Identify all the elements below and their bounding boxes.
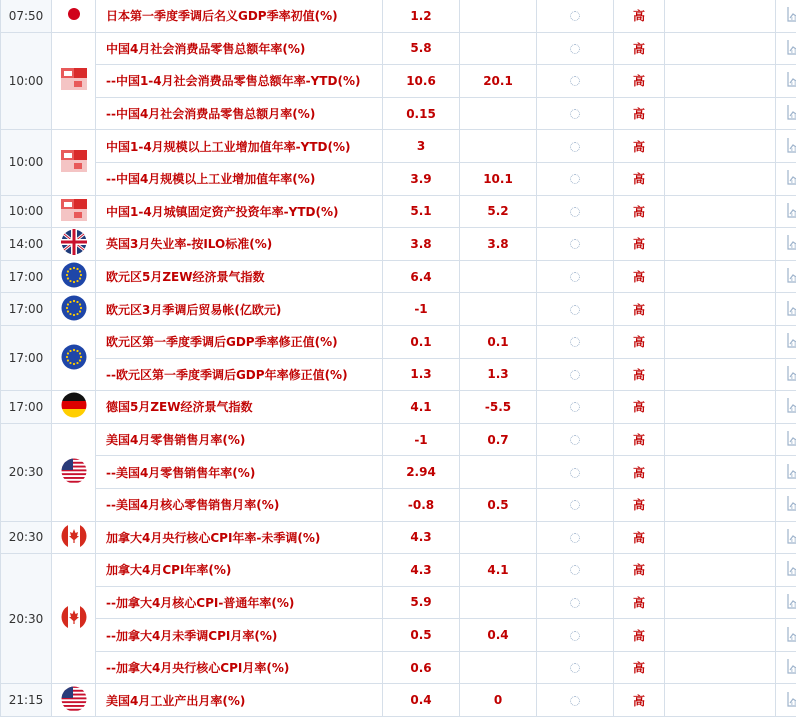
loading-icon	[570, 696, 580, 706]
chart-cell[interactable]	[776, 488, 796, 521]
chart-icon[interactable]	[787, 691, 796, 710]
importance-level: 高	[614, 65, 665, 98]
forecast-value	[460, 293, 537, 326]
empty-cell	[665, 554, 776, 587]
loading-icon	[570, 44, 580, 54]
importance-level: 高	[614, 162, 665, 195]
loading-icon	[570, 663, 580, 673]
indicator-name: 美国4月工业产出月率(%)	[96, 684, 383, 717]
importance-level: 高	[614, 456, 665, 489]
table-row	[1, 130, 796, 163]
chart-icon[interactable]	[787, 658, 796, 677]
importance-level: 高	[614, 32, 665, 65]
importance-level: 高	[614, 651, 665, 684]
empty-cell	[665, 684, 776, 717]
japan-flag-icon	[63, 6, 85, 25]
table-row	[1, 228, 796, 261]
china-flag-icon	[61, 199, 87, 224]
actual-value-cell	[537, 65, 614, 98]
actual-value-cell	[537, 0, 614, 32]
empty-cell	[665, 293, 776, 326]
actual-value-cell	[537, 521, 614, 554]
chart-icon[interactable]	[787, 137, 796, 156]
indicator-name: --加拿大4月核心CPI-普通年率(%)	[96, 586, 383, 619]
empty-cell	[665, 456, 776, 489]
chart-cell[interactable]	[776, 32, 796, 65]
canada-flag-icon	[61, 523, 87, 552]
indicator-name: 加拿大4月CPI年率(%)	[96, 554, 383, 587]
previous-value: 0.15	[383, 97, 460, 130]
forecast-value: 3.8	[460, 228, 537, 261]
loading-icon	[570, 142, 580, 152]
empty-cell	[665, 97, 776, 130]
previous-value: -0.8	[383, 488, 460, 521]
chart-icon[interactable]	[787, 169, 796, 188]
table-row	[1, 684, 796, 717]
importance-level: 高	[614, 260, 665, 293]
actual-value-cell	[537, 391, 614, 424]
table-row	[1, 65, 796, 98]
indicator-name: 德国5月ZEW经济景气指数	[96, 391, 383, 424]
importance-level: 高	[614, 325, 665, 358]
loading-icon	[570, 631, 580, 641]
table-row	[1, 358, 796, 391]
loading-icon	[570, 207, 580, 217]
indicator-name: 中国4月社会消费品零售总额年率(%)	[96, 32, 383, 65]
table-row	[1, 586, 796, 619]
empty-cell	[665, 325, 776, 358]
time-cell: 17:00	[1, 293, 52, 326]
loading-icon	[570, 533, 580, 543]
importance-level: 高	[614, 619, 665, 652]
previous-value: 0.5	[383, 619, 460, 652]
importance-level: 高	[614, 195, 665, 228]
indicator-name: 日本第一季度季调后名义GDP季率初值(%)	[96, 0, 383, 32]
loading-icon	[570, 435, 580, 445]
empty-cell	[665, 162, 776, 195]
indicator-name: 欧元区3月季调后贸易帐(亿欧元)	[96, 293, 383, 326]
country-flag-cell	[52, 293, 96, 326]
forecast-value: 5.2	[460, 195, 537, 228]
time-cell: 17:00	[1, 391, 52, 424]
indicator-name: 欧元区第一季度季调后GDP季率修正值(%)	[96, 325, 383, 358]
actual-value-cell	[537, 358, 614, 391]
forecast-value: 4.1	[460, 554, 537, 587]
forecast-value: 0	[460, 684, 537, 717]
chart-cell[interactable]	[776, 521, 796, 554]
importance-level: 高	[614, 391, 665, 424]
previous-value: 5.1	[383, 195, 460, 228]
indicator-name: --中国1-4月社会消费品零售总额年率-YTD(%)	[96, 65, 383, 98]
chart-icon[interactable]	[787, 234, 796, 253]
empty-cell	[665, 65, 776, 98]
table-row	[1, 293, 796, 326]
loading-icon	[570, 272, 580, 282]
canada-flag-icon	[61, 604, 87, 633]
loading-icon	[570, 468, 580, 478]
country-flag-cell	[52, 391, 96, 424]
forecast-value	[460, 260, 537, 293]
loading-icon	[570, 109, 580, 119]
time-cell: 20:30	[1, 423, 52, 521]
loading-icon	[570, 239, 580, 249]
chart-icon[interactable]	[787, 430, 796, 449]
chart-cell[interactable]	[776, 228, 796, 261]
indicator-name: 中国1-4月规模以上工业增加值年率-YTD(%)	[96, 130, 383, 163]
previous-value: 10.6	[383, 65, 460, 98]
empty-cell	[665, 130, 776, 163]
table-row	[1, 32, 796, 65]
importance-level: 高	[614, 130, 665, 163]
table-row	[1, 619, 796, 652]
us-flag-icon	[61, 686, 87, 715]
indicator-name: --美国4月核心零售销售月率(%)	[96, 488, 383, 521]
actual-value-cell	[537, 325, 614, 358]
previous-value: -1	[383, 293, 460, 326]
actual-value-cell	[537, 97, 614, 130]
previous-value: 0.1	[383, 325, 460, 358]
importance-level: 高	[614, 0, 665, 32]
forecast-value	[460, 456, 537, 489]
previous-value: 5.9	[383, 586, 460, 619]
forecast-value	[460, 651, 537, 684]
country-flag-cell	[52, 260, 96, 293]
indicator-name: --美国4月零售销售年率(%)	[96, 456, 383, 489]
chart-icon[interactable]	[787, 397, 796, 416]
indicator-name: 美国4月零售销售月率(%)	[96, 423, 383, 456]
forecast-value	[460, 32, 537, 65]
indicator-name: 欧元区5月ZEW经济景气指数	[96, 260, 383, 293]
importance-level: 高	[614, 488, 665, 521]
actual-value-cell	[537, 162, 614, 195]
time-cell: 21:15	[1, 684, 52, 717]
chart-icon[interactable]	[787, 528, 796, 547]
empty-cell	[665, 586, 776, 619]
table-row	[1, 260, 796, 293]
chart-cell[interactable]	[776, 0, 796, 32]
empty-cell	[665, 358, 776, 391]
empty-cell	[665, 521, 776, 554]
country-flag-cell	[52, 195, 96, 228]
empty-cell	[665, 619, 776, 652]
germany-flag-icon	[61, 392, 87, 421]
chart-icon[interactable]	[787, 365, 796, 384]
indicator-name: 中国1-4月城镇固定资产投资年率-YTD(%)	[96, 195, 383, 228]
chart-cell[interactable]	[776, 130, 796, 163]
forecast-value	[460, 521, 537, 554]
forecast-value	[460, 97, 537, 130]
empty-cell	[665, 32, 776, 65]
forecast-value	[460, 586, 537, 619]
previous-value: 3.9	[383, 162, 460, 195]
chart-cell[interactable]	[776, 619, 796, 652]
table-row	[1, 162, 796, 195]
chart-cell[interactable]	[776, 684, 796, 717]
table-row	[1, 423, 796, 456]
indicator-name: --中国4月规模以上工业增加值年率(%)	[96, 162, 383, 195]
importance-level: 高	[614, 97, 665, 130]
indicator-name: --欧元区第一季度季调后GDP年率修正值(%)	[96, 358, 383, 391]
previous-value: 2.94	[383, 456, 460, 489]
actual-value-cell	[537, 130, 614, 163]
forecast-value	[460, 130, 537, 163]
indicator-name: --加拿大4月央行核心CPI月率(%)	[96, 651, 383, 684]
time-cell: 14:00	[1, 228, 52, 261]
chart-cell[interactable]	[776, 325, 796, 358]
actual-value-cell	[537, 554, 614, 587]
indicator-name: 加拿大4月央行核心CPI年率-未季调(%)	[96, 521, 383, 554]
time-cell: 10:00	[1, 195, 52, 228]
table-row	[1, 0, 796, 32]
time-cell: 10:00	[1, 130, 52, 195]
table-row	[1, 391, 796, 424]
chart-cell[interactable]	[776, 554, 796, 587]
empty-cell	[665, 195, 776, 228]
empty-cell	[665, 260, 776, 293]
forecast-value: 0.5	[460, 488, 537, 521]
loading-icon	[570, 565, 580, 575]
previous-value: 0.4	[383, 684, 460, 717]
previous-value: 0.6	[383, 651, 460, 684]
loading-icon	[570, 337, 580, 347]
chart-cell[interactable]	[776, 456, 796, 489]
us-flag-icon	[61, 458, 87, 487]
china-flag-icon	[61, 150, 87, 175]
country-flag-cell	[52, 130, 96, 195]
forecast-value: 0.4	[460, 619, 537, 652]
chart-icon[interactable]	[787, 593, 796, 612]
chart-icon[interactable]	[787, 300, 796, 319]
forecast-value	[460, 0, 537, 32]
previous-value: -1	[383, 423, 460, 456]
country-flag-cell	[52, 521, 96, 554]
actual-value-cell	[537, 293, 614, 326]
country-flag-cell	[52, 684, 96, 717]
actual-value-cell	[537, 195, 614, 228]
country-flag-cell	[52, 0, 96, 32]
loading-icon	[570, 402, 580, 412]
table-row	[1, 195, 796, 228]
empty-cell	[665, 651, 776, 684]
empty-cell	[665, 0, 776, 32]
chart-icon[interactable]	[787, 71, 796, 90]
previous-value: 4.3	[383, 521, 460, 554]
loading-icon	[570, 305, 580, 315]
actual-value-cell	[537, 619, 614, 652]
chart-cell[interactable]	[776, 651, 796, 684]
previous-value: 5.8	[383, 32, 460, 65]
country-flag-cell	[52, 423, 96, 521]
table-row	[1, 554, 796, 587]
uk-flag-icon	[61, 229, 87, 258]
chart-icon[interactable]	[787, 104, 796, 123]
chart-icon[interactable]	[787, 267, 796, 286]
importance-level: 高	[614, 521, 665, 554]
chart-cell[interactable]	[776, 391, 796, 424]
time-cell: 17:00	[1, 260, 52, 293]
previous-value: 1.2	[383, 0, 460, 32]
chart-cell[interactable]	[776, 195, 796, 228]
indicator-name: --加拿大4月未季调CPI月率(%)	[96, 619, 383, 652]
forecast-value: 0.7	[460, 423, 537, 456]
table-row	[1, 325, 796, 358]
forecast-value: 1.3	[460, 358, 537, 391]
chart-icon[interactable]	[787, 332, 796, 351]
forecast-value: -5.5	[460, 391, 537, 424]
actual-value-cell	[537, 228, 614, 261]
chart-cell[interactable]	[776, 162, 796, 195]
time-cell: 20:30	[1, 554, 52, 684]
previous-value: 1.3	[383, 358, 460, 391]
previous-value: 4.1	[383, 391, 460, 424]
chart-icon[interactable]	[787, 560, 796, 579]
table-row	[1, 488, 796, 521]
previous-value: 6.4	[383, 260, 460, 293]
loading-icon	[570, 76, 580, 86]
loading-icon	[570, 370, 580, 380]
actual-value-cell	[537, 684, 614, 717]
empty-cell	[665, 228, 776, 261]
importance-level: 高	[614, 554, 665, 587]
empty-cell	[665, 391, 776, 424]
chart-icon[interactable]	[787, 39, 796, 58]
chart-cell[interactable]	[776, 97, 796, 130]
country-flag-cell	[52, 228, 96, 261]
china-flag-icon	[61, 68, 87, 93]
chart-icon[interactable]	[787, 202, 796, 221]
importance-level: 高	[614, 423, 665, 456]
importance-level: 高	[614, 586, 665, 619]
table-row	[1, 651, 796, 684]
country-flag-cell	[52, 554, 96, 684]
forecast-value: 0.1	[460, 325, 537, 358]
chart-icon[interactable]	[787, 463, 796, 482]
actual-value-cell	[537, 423, 614, 456]
indicator-name: 英国3月失业率-按ILO标准(%)	[96, 228, 383, 261]
time-cell: 10:00	[1, 32, 52, 130]
eu-flag-icon	[61, 262, 87, 291]
actual-value-cell	[537, 32, 614, 65]
calendar-body	[1, 0, 796, 717]
importance-level: 高	[614, 358, 665, 391]
time-cell: 17:00	[1, 325, 52, 390]
table-row	[1, 97, 796, 130]
previous-value: 3	[383, 130, 460, 163]
actual-value-cell	[537, 651, 614, 684]
eu-flag-icon	[61, 344, 87, 373]
actual-value-cell	[537, 456, 614, 489]
actual-value-cell	[537, 488, 614, 521]
loading-icon	[570, 174, 580, 184]
previous-value: 4.3	[383, 554, 460, 587]
loading-icon	[570, 11, 580, 21]
actual-value-cell	[537, 260, 614, 293]
table-row	[1, 521, 796, 554]
chart-cell[interactable]	[776, 586, 796, 619]
chart-cell[interactable]	[776, 260, 796, 293]
importance-level: 高	[614, 293, 665, 326]
chart-cell[interactable]	[776, 423, 796, 456]
country-flag-cell	[52, 325, 96, 390]
chart-cell[interactable]	[776, 293, 796, 326]
country-flag-cell	[52, 32, 96, 130]
forecast-value: 20.1	[460, 65, 537, 98]
importance-level: 高	[614, 684, 665, 717]
chart-icon[interactable]	[787, 495, 796, 514]
chart-icon[interactable]	[787, 626, 796, 645]
actual-value-cell	[537, 586, 614, 619]
indicator-name: --中国4月社会消费品零售总额月率(%)	[96, 97, 383, 130]
chart-cell[interactable]	[776, 358, 796, 391]
table-row	[1, 456, 796, 489]
previous-value: 3.8	[383, 228, 460, 261]
chart-icon[interactable]	[787, 6, 796, 25]
forecast-value: 10.1	[460, 162, 537, 195]
eu-flag-icon	[61, 295, 87, 324]
chart-cell[interactable]	[776, 65, 796, 98]
empty-cell	[665, 488, 776, 521]
time-cell: 20:30	[1, 521, 52, 554]
loading-icon	[570, 500, 580, 510]
time-cell: 07:50	[1, 0, 52, 32]
loading-icon	[570, 598, 580, 608]
importance-level: 高	[614, 228, 665, 261]
empty-cell	[665, 423, 776, 456]
